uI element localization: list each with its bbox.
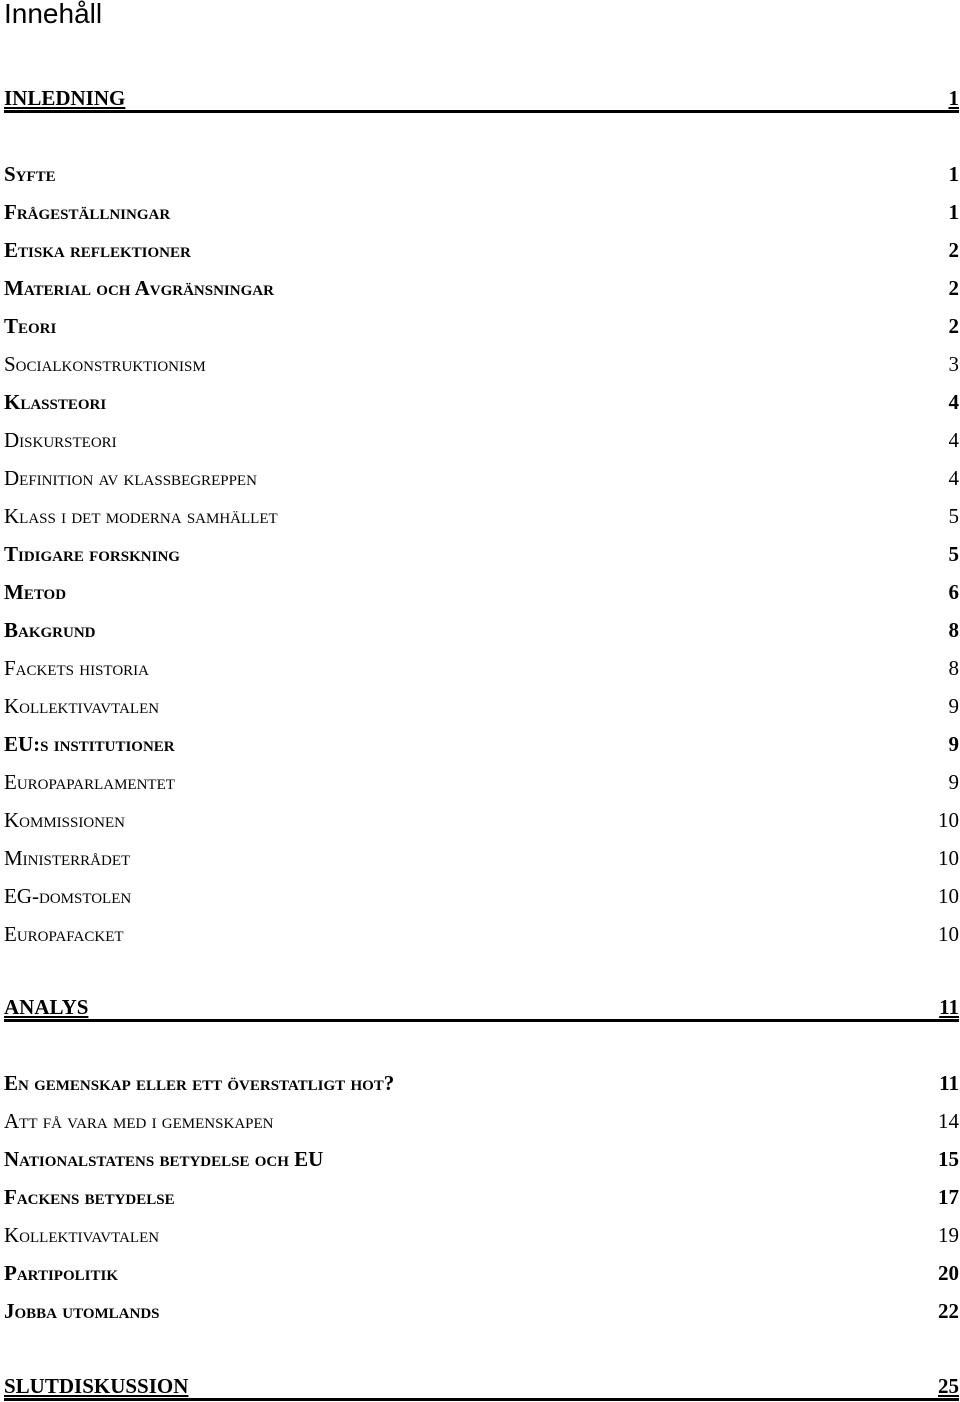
toc-entry-kollektivavtalen-2[interactable]	[4, 1221, 959, 1249]
toc-entry-label: Diskursteori	[4, 428, 117, 452]
toc-entry-page: 4	[948, 428, 959, 452]
toc-entry-material-och-avgransningar[interactable]	[4, 274, 959, 302]
toc-entry-diskursteori[interactable]	[4, 426, 959, 454]
toc-entry-ministerradet[interactable]	[4, 844, 959, 872]
toc-entry-label: Fackens betydelse	[4, 1185, 175, 1209]
toc-entry-eg-domstolen[interactable]	[4, 882, 959, 910]
toc-entry-page: 9	[948, 770, 959, 794]
toc-entry-page: 9	[948, 694, 959, 718]
toc-entry-label: Kollektivavtalen	[4, 1223, 160, 1247]
toc-entry-label: Nationalstatens betydelse och EU	[4, 1147, 324, 1171]
toc-entry-label: Syfte	[4, 162, 56, 186]
toc-entry-klass-i-det-moderna-samhallet[interactable]	[4, 502, 959, 530]
toc-entry-label: Socialkonstruktionism	[4, 352, 206, 376]
toc-entry-definition-av-klassbegreppen[interactable]	[4, 464, 959, 492]
toc-entry-label: Etiska reflektioner	[4, 238, 191, 262]
toc-entry-page: 1	[948, 86, 959, 110]
toc-entry-label: Jobba utomlands	[4, 1299, 160, 1323]
toc-entry-kommissionen[interactable]	[4, 806, 959, 834]
toc-entry-label: Material och Avgränsningar	[4, 276, 274, 300]
toc-entry-page: 1	[948, 200, 959, 224]
toc-entry-syfte[interactable]	[4, 160, 959, 188]
toc-entry-page: 2	[948, 314, 959, 338]
toc-entry-page: 3	[948, 352, 959, 376]
toc-entry-socialkonstruktionism[interactable]	[4, 350, 959, 378]
toc-entry-en-gemenskap[interactable]	[4, 1069, 959, 1097]
toc-entry-bakgrund[interactable]	[4, 616, 959, 644]
toc-entry-label: Metod	[4, 580, 67, 604]
toc-entry-page: 20	[938, 1261, 959, 1285]
toc-entry-page: 2	[948, 238, 959, 262]
toc-entry-label: Kollektivavtalen	[4, 694, 160, 718]
toc-entry-label: Att få vara med i gemenskapen	[4, 1109, 274, 1133]
toc-entry-page: 17	[938, 1185, 959, 1209]
toc-entry-fackets-historia[interactable]	[4, 654, 959, 682]
toc-entry-klassteori[interactable]	[4, 388, 959, 416]
toc-chapter-slutdiskussion[interactable]	[4, 1372, 959, 1401]
toc-entry-page: 11	[939, 995, 959, 1019]
toc-entry-label: EG-domstolen	[4, 884, 132, 908]
toc-entry-page: 8	[948, 656, 959, 680]
toc-entry-label: SLUTDISKUSSION	[4, 1374, 189, 1398]
toc-entry-label: Frågeställningar	[4, 200, 171, 224]
toc-entry-label: En gemenskap eller ett överstatligt hot?	[4, 1071, 395, 1095]
toc-entry-att-fa-vara-med[interactable]	[4, 1107, 959, 1135]
toc-entry-label: Ministerrådet	[4, 846, 131, 870]
toc-entry-label: Klass i det moderna samhället	[4, 504, 278, 528]
toc-chapter-analys[interactable]	[4, 993, 959, 1022]
toc-entry-page: 10	[938, 922, 959, 946]
toc-entry-fragestallningar[interactable]	[4, 198, 959, 226]
toc-entry-label: Teori	[4, 314, 57, 338]
toc-entry-europafacket[interactable]	[4, 920, 959, 948]
toc-entry-europaparlamentet[interactable]	[4, 768, 959, 796]
toc-entry-page: 5	[948, 542, 959, 566]
toc-entry-label: INLEDNING	[4, 86, 126, 110]
toc-entry-page: 1	[948, 162, 959, 186]
toc-entry-label: Kommissionen	[4, 808, 126, 832]
page-title: Innehåll	[4, 0, 103, 29]
toc-entry-etiska-reflektioner[interactable]	[4, 236, 959, 264]
toc-entry-page: 4	[948, 466, 959, 490]
toc-entry-nationalstatens-betydelse[interactable]	[4, 1145, 959, 1173]
toc-entry-page: 10	[938, 808, 959, 832]
toc-entry-jobba-utomlands[interactable]	[4, 1297, 959, 1325]
toc-entry-page: 25	[938, 1374, 959, 1398]
toc-entry-page: 22	[938, 1299, 959, 1323]
toc-entry-label: Europaparlamentet	[4, 770, 175, 794]
toc-entry-tidigare-forskning[interactable]	[4, 540, 959, 568]
toc-entry-label: Tidigare forskning	[4, 542, 180, 566]
toc-entry-page: 10	[938, 846, 959, 870]
toc-entry-label: Bakgrund	[4, 618, 96, 642]
toc-entry-label: Klassteori	[4, 390, 107, 414]
toc-entry-fackens-betydelse[interactable]	[4, 1183, 959, 1211]
toc-entry-metod[interactable]	[4, 578, 959, 606]
toc-entry-page: 11	[939, 1071, 959, 1095]
toc-entry-label: EU:s institutioner	[4, 732, 175, 756]
toc-entry-page: 6	[948, 580, 959, 604]
toc-entry-page: 9	[948, 732, 959, 756]
toc-entry-kollektivavtalen[interactable]	[4, 692, 959, 720]
toc-entry-page: 5	[948, 504, 959, 528]
toc-entry-label: Europafacket	[4, 922, 124, 946]
toc-entry-label: ANALYS	[4, 995, 89, 1019]
toc-entry-page: 4	[948, 390, 959, 414]
toc-chapter-inledning[interactable]	[4, 84, 959, 113]
toc-entry-page: 10	[938, 884, 959, 908]
toc-entry-page: 19	[938, 1223, 959, 1247]
toc-entry-partipolitik[interactable]	[4, 1259, 959, 1287]
toc-entry-page: 8	[948, 618, 959, 642]
toc-entry-page: 15	[938, 1147, 959, 1171]
toc-entry-eus-institutioner[interactable]	[4, 730, 959, 758]
toc-entry-teori[interactable]	[4, 312, 959, 340]
toc-entry-label: Definition av klassbegreppen	[4, 466, 257, 490]
toc-entry-page: 14	[938, 1109, 959, 1133]
toc-entry-label: Fackets historia	[4, 656, 149, 680]
toc-entry-page: 2	[948, 276, 959, 300]
toc-entry-label: Partipolitik	[4, 1261, 118, 1285]
